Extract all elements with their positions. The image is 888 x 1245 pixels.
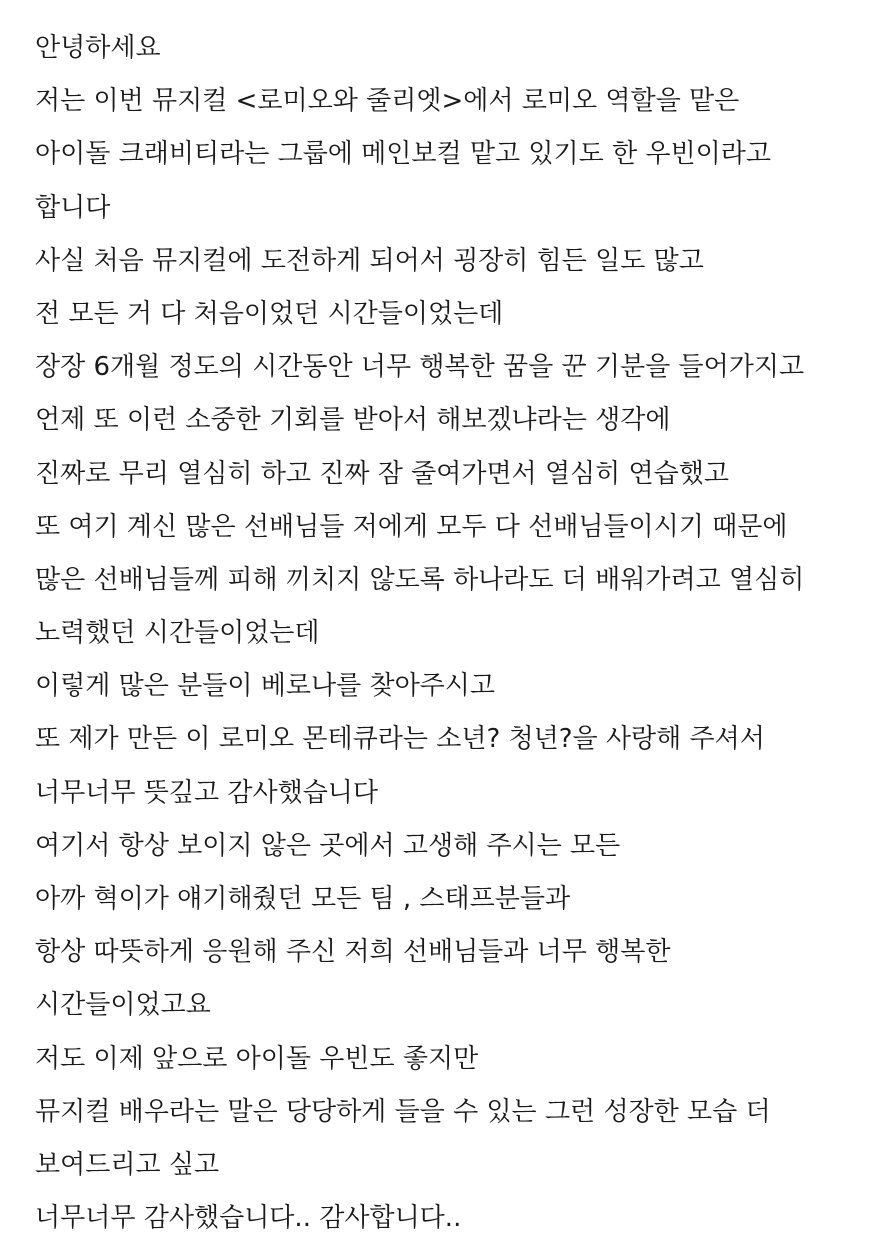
- text-line: 노력했던 시간들이었는데: [35, 618, 320, 649]
- text-line: 장장 6개월 정도의 시간동안 너무 행복한 꿈을 꾼 기분을 들어가지고: [35, 352, 805, 383]
- text-line: 보여드리고 싶고: [35, 1149, 220, 1180]
- text-line: 뮤지컬 배우라는 말은 당당하게 들을 수 있는 그런 성장한 모습 더: [35, 1096, 771, 1127]
- text-line: 시간들이었고요: [35, 990, 211, 1021]
- text-line: 여기서 항상 보이지 않은 곳에서 고생해 주시는 모든: [35, 830, 621, 861]
- text-line: 진짜로 무리 열심히 하고 진짜 잠 줄여가면서 열심히 연습했고: [35, 458, 730, 489]
- text-line: 합니다: [35, 192, 111, 223]
- text-line: 너무너무 뜻깊고 감사했습니다: [35, 777, 379, 808]
- text-line: 저는 이번 뮤지컬 <로미오와 줄리엣>에서 로미오 역할을 맡은: [35, 86, 740, 117]
- text-line: 너무너무 감사했습니다.. 감사합니다..: [35, 1203, 462, 1234]
- text-line: 항상 따뜻하게 응원해 주신 저희 선배님들과 너무 행복한: [35, 937, 671, 968]
- text-line: 언제 또 이런 소중한 기회를 받아서 해보겠냐라는 생각에: [35, 405, 671, 436]
- text-line: 전 모든 거 다 처음이었던 시간들이었는데: [35, 298, 504, 329]
- text-line: 또 제가 만든 이 로미오 몬테큐라는 소년? 청년?을 사랑해 주셔서: [35, 724, 765, 755]
- transcript-text: [35, 22, 804, 1245]
- text-line: 아이돌 크래비티라는 그룹에 메인보컬 맡고 있기도 한 우빈이라고: [35, 139, 771, 170]
- text-line: 이렇게 많은 분들이 베로나를 찾아주시고: [35, 671, 496, 702]
- text-line: 저도 이제 앞으로 아이돌 우빈도 좋지만: [35, 1043, 479, 1074]
- text-line: 아까 혁이가 얘기해줬던 모든 팀 , 스태프분들과: [35, 884, 571, 914]
- text-line: 많은 선배님들께 피해 끼치지 않도록 하나라도 더 배워가려고 열심히: [35, 564, 805, 595]
- text-line: 안녕하세요: [35, 33, 161, 63]
- text-line: 또 여기 계신 많은 선배님들 저에게 모두 다 선배님들이시기 때문에: [35, 511, 788, 542]
- text-line: 사실 처음 뮤지컬에 도전하게 되어서 굉장히 힘든 일도 많고: [35, 245, 704, 276]
